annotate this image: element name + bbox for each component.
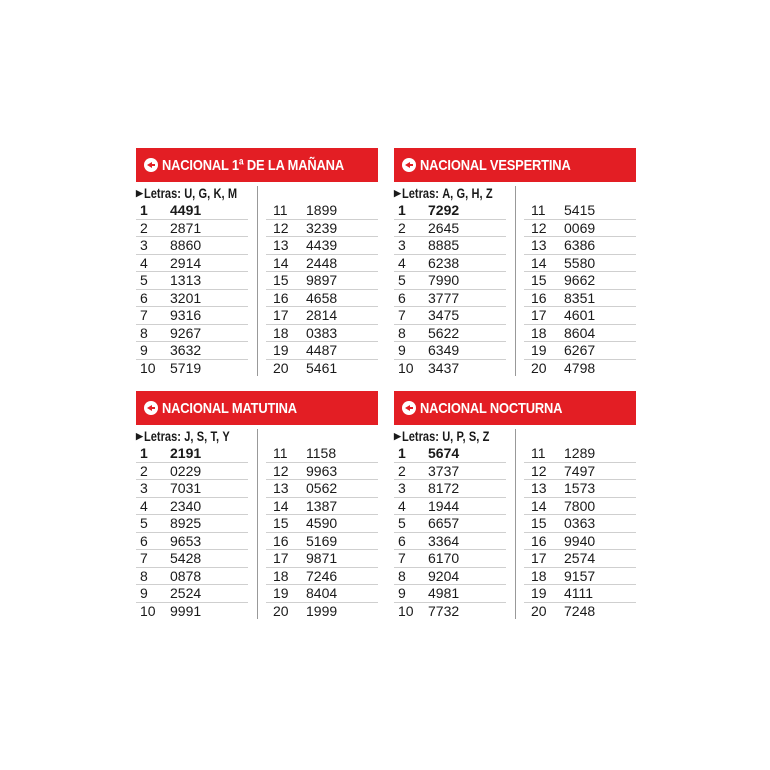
- result-row: [524, 272, 636, 290]
- position-number: 16: [273, 532, 289, 549]
- drawn-number: 9157: [564, 567, 596, 584]
- drawn-number: 6170: [428, 550, 460, 567]
- letra: T,: [210, 429, 220, 444]
- position-number: 20: [531, 603, 547, 620]
- triangle-right-icon: ▶: [394, 431, 401, 441]
- position-number: 17: [273, 550, 289, 567]
- result-row: [266, 360, 378, 378]
- result-row: [266, 603, 378, 621]
- position-number: 1: [398, 202, 406, 219]
- result-row: [136, 463, 248, 481]
- result-row: [524, 515, 636, 533]
- result-row: [136, 220, 248, 238]
- result-row: [136, 498, 248, 516]
- position-number: 15: [531, 272, 547, 289]
- results-panel-nacional-primera-manana: [136, 148, 378, 377]
- result-row: [266, 255, 378, 273]
- column-divider: [515, 186, 516, 376]
- position-number: 7: [140, 307, 148, 324]
- letra: H,: [471, 186, 483, 201]
- position-number: 5: [140, 515, 148, 532]
- column-divider: [515, 429, 516, 619]
- panel-title: NACIONAL 1ª DE LA MAÑANA: [162, 156, 344, 174]
- drawn-number: 2448: [306, 254, 338, 271]
- result-row: [524, 463, 636, 481]
- result-row: [136, 255, 248, 273]
- result-row: [136, 550, 248, 568]
- drawn-number: 9991: [170, 603, 202, 620]
- position-number: 14: [531, 254, 547, 271]
- position-number: 14: [273, 254, 289, 271]
- drawn-number: 9204: [428, 567, 460, 584]
- results-column-right: [524, 445, 636, 620]
- drawn-number: 2524: [170, 585, 202, 602]
- drawn-number: 5674: [428, 445, 460, 462]
- drawn-number: 3364: [428, 532, 460, 549]
- drawn-number: 4658: [306, 289, 338, 306]
- drawn-number: 6238: [428, 254, 460, 271]
- drawn-number: 8925: [170, 515, 202, 532]
- position-number: 4: [140, 254, 148, 271]
- results-column-right: [266, 202, 378, 377]
- position-number: 10: [140, 603, 156, 620]
- position-number: 2: [398, 219, 406, 236]
- result-row: [266, 445, 378, 463]
- result-row: [266, 290, 378, 308]
- position-number: 17: [531, 550, 547, 567]
- drawn-number: 4439: [306, 237, 338, 254]
- drawn-number: 2645: [428, 219, 460, 236]
- result-row: [136, 360, 248, 378]
- position-number: 9: [398, 342, 406, 359]
- result-row: [136, 237, 248, 255]
- drawn-number: 1899: [306, 202, 338, 219]
- position-number: 19: [531, 342, 547, 359]
- result-row: [394, 585, 506, 603]
- result-row: [524, 585, 636, 603]
- column-divider: [257, 186, 258, 376]
- letra: U,: [184, 186, 196, 201]
- result-row: [136, 272, 248, 290]
- drawn-number: 9940: [564, 532, 596, 549]
- position-number: 7: [398, 307, 406, 324]
- letra: G,: [198, 186, 211, 201]
- result-row: [524, 220, 636, 238]
- result-row: [136, 568, 248, 586]
- position-number: 20: [273, 603, 289, 620]
- result-row: [394, 463, 506, 481]
- position-number: 8: [398, 324, 406, 341]
- position-number: 13: [273, 237, 289, 254]
- drawn-number: 9963: [306, 462, 338, 479]
- position-number: 3: [140, 480, 148, 497]
- result-row: [266, 325, 378, 343]
- drawn-number: 5580: [564, 254, 596, 271]
- result-row: [394, 360, 506, 378]
- position-number: 16: [531, 289, 547, 306]
- result-row: [394, 533, 506, 551]
- result-row: [136, 307, 248, 325]
- letras-label: Letras:: [143, 429, 181, 444]
- position-number: 6: [398, 532, 406, 549]
- result-row: [524, 480, 636, 498]
- result-row: [394, 325, 506, 343]
- position-number: 7: [398, 550, 406, 567]
- results-column-left: [136, 445, 248, 620]
- result-row: [394, 550, 506, 568]
- winning-row: [136, 445, 248, 463]
- drawn-number: 0069: [564, 219, 596, 236]
- drawn-number: 6386: [564, 237, 596, 254]
- position-number: 19: [531, 585, 547, 602]
- position-number: 12: [531, 462, 547, 479]
- drawn-number: 4601: [564, 307, 596, 324]
- letra: S,: [468, 429, 480, 444]
- drawn-number: 0383: [306, 324, 338, 341]
- result-row: [394, 498, 506, 516]
- result-row: [394, 220, 506, 238]
- result-row: [524, 342, 636, 360]
- result-row: [524, 445, 636, 463]
- drawn-number: 1158: [306, 445, 337, 462]
- result-row: [136, 533, 248, 551]
- drawn-number: 2574: [564, 550, 596, 567]
- drawn-number: 9653: [170, 532, 202, 549]
- result-row: [524, 237, 636, 255]
- result-row: [266, 498, 378, 516]
- panel-header: [394, 391, 636, 425]
- drawn-number: 7246: [306, 567, 338, 584]
- letra: P,: [456, 429, 466, 444]
- drawn-number: 0229: [170, 462, 202, 479]
- result-row: [266, 342, 378, 360]
- results-panel-nacional-vespertina: [394, 148, 636, 377]
- position-number: 1: [398, 445, 406, 462]
- drawn-number: 8604: [564, 324, 596, 341]
- position-number: 2: [398, 462, 406, 479]
- result-row: [266, 220, 378, 238]
- result-row: [524, 290, 636, 308]
- letras-label: Letras:: [401, 186, 439, 201]
- drawn-number: 7248: [564, 603, 596, 620]
- position-number: 17: [273, 307, 289, 324]
- drawn-number: 3632: [170, 342, 202, 359]
- triangle-right-icon: ▶: [136, 188, 143, 198]
- result-row: [394, 603, 506, 621]
- result-row: [524, 255, 636, 273]
- drawn-number: 2871: [170, 219, 202, 236]
- position-number: 11: [531, 202, 546, 219]
- drawn-number: 7031: [170, 480, 202, 497]
- position-number: 11: [273, 202, 288, 219]
- position-number: 9: [140, 342, 148, 359]
- drawn-number: 3201: [170, 289, 202, 306]
- result-row: [524, 533, 636, 551]
- drawn-number: 7292: [428, 202, 460, 219]
- position-number: 5: [140, 272, 148, 289]
- result-row: [266, 463, 378, 481]
- drawn-number: 2814: [306, 307, 338, 324]
- position-number: 18: [531, 324, 547, 341]
- position-number: 10: [140, 360, 156, 377]
- result-row: [524, 307, 636, 325]
- drawn-number: 8351: [564, 289, 596, 306]
- letras-label: Letras:: [401, 429, 439, 444]
- result-row: [136, 342, 248, 360]
- drawn-number: 1573: [564, 480, 596, 497]
- position-number: 1: [140, 445, 148, 462]
- position-number: 12: [273, 462, 289, 479]
- drawn-number: 0562: [306, 480, 338, 497]
- drawn-number: 4491: [170, 202, 202, 219]
- position-number: 18: [531, 567, 547, 584]
- drawn-number: 1999: [306, 603, 338, 620]
- result-row: [394, 568, 506, 586]
- letra: S,: [196, 429, 208, 444]
- drawn-number: 3475: [428, 307, 460, 324]
- drawn-number: 8860: [170, 237, 202, 254]
- drawn-number: 5169: [306, 532, 338, 549]
- drawn-number: 6267: [564, 342, 596, 359]
- result-row: [524, 498, 636, 516]
- position-number: 20: [273, 360, 289, 377]
- winning-row: [394, 445, 506, 463]
- position-number: 15: [273, 515, 289, 532]
- results-panel-nacional-nocturna: [394, 391, 636, 620]
- result-row: [266, 568, 378, 586]
- arrow-left-circle-icon: [144, 158, 158, 172]
- drawn-number: 9316: [170, 307, 202, 324]
- position-number: 10: [398, 603, 414, 620]
- result-row: [394, 480, 506, 498]
- result-row: [136, 515, 248, 533]
- letras-text: [402, 429, 493, 444]
- letras-label: Letras:: [143, 186, 181, 201]
- panel-title: NACIONAL NOCTURNA: [420, 399, 563, 417]
- position-number: 13: [531, 480, 547, 497]
- drawn-number: 4798: [564, 360, 596, 377]
- position-number: 15: [273, 272, 289, 289]
- drawn-number: 2914: [170, 254, 202, 271]
- position-number: 8: [398, 567, 406, 584]
- result-row: [136, 603, 248, 621]
- result-row: [266, 480, 378, 498]
- panel-header: [136, 148, 378, 182]
- position-number: 2: [140, 462, 148, 479]
- letra: K,: [213, 186, 225, 201]
- result-row: [524, 202, 636, 220]
- arrow-left-circle-icon: [144, 401, 158, 415]
- position-number: 14: [273, 497, 289, 514]
- drawn-number: 0363: [564, 515, 596, 532]
- position-number: 7: [140, 550, 148, 567]
- drawn-number: 6657: [428, 515, 460, 532]
- arrow-left-circle-icon: [402, 158, 416, 172]
- position-number: 2: [140, 219, 148, 236]
- position-number: 12: [531, 219, 547, 236]
- drawn-number: 8172: [428, 480, 460, 497]
- position-number: 3: [140, 237, 148, 254]
- drawn-number: 5461: [306, 360, 338, 377]
- results-column-right: [266, 445, 378, 620]
- drawn-number: 7497: [564, 462, 596, 479]
- position-number: 13: [531, 237, 547, 254]
- position-number: 4: [398, 497, 406, 514]
- position-number: 5: [398, 272, 406, 289]
- drawn-number: 7800: [564, 497, 596, 514]
- winning-row: [136, 202, 248, 220]
- drawn-number: 5428: [170, 550, 202, 567]
- drawn-number: 5622: [428, 324, 460, 341]
- position-number: 20: [531, 360, 547, 377]
- results-column-left: [394, 445, 506, 620]
- letra: A,: [442, 186, 454, 201]
- position-number: 8: [140, 324, 148, 341]
- result-row: [266, 550, 378, 568]
- letras-text: [144, 429, 233, 444]
- letra: Z: [485, 186, 493, 201]
- position-number: 9: [398, 585, 406, 602]
- winning-row: [394, 202, 506, 220]
- result-row: [394, 515, 506, 533]
- result-row: [524, 360, 636, 378]
- drawn-number: 9267: [170, 324, 202, 341]
- drawn-number: 8404: [306, 585, 338, 602]
- results-column-right: [524, 202, 636, 377]
- column-divider: [257, 429, 258, 619]
- position-number: 8: [140, 567, 148, 584]
- drawn-number: 3737: [428, 462, 460, 479]
- drawn-number: 2191: [170, 445, 202, 462]
- result-row: [524, 550, 636, 568]
- position-number: 3: [398, 237, 406, 254]
- result-row: [266, 585, 378, 603]
- triangle-right-icon: ▶: [394, 188, 401, 198]
- result-row: [136, 585, 248, 603]
- result-row: [524, 325, 636, 343]
- letras-text: [402, 186, 496, 201]
- position-number: 11: [273, 445, 288, 462]
- result-row: [266, 272, 378, 290]
- drawn-number: 3239: [306, 219, 338, 236]
- drawn-number: 5719: [170, 360, 202, 377]
- panel-title: NACIONAL VESPERTINA: [420, 156, 571, 174]
- drawn-number: 7990: [428, 272, 460, 289]
- panel-title: NACIONAL MATUTINA: [162, 399, 297, 417]
- position-number: 6: [398, 289, 406, 306]
- drawn-number: 1387: [306, 497, 338, 514]
- arrow-left-circle-icon: [402, 401, 416, 415]
- result-row: [394, 255, 506, 273]
- drawn-number: 0878: [170, 567, 202, 584]
- triangle-right-icon: ▶: [136, 431, 143, 441]
- result-row: [136, 290, 248, 308]
- position-number: 1: [140, 202, 148, 219]
- letra: J,: [184, 429, 194, 444]
- position-number: 6: [140, 532, 148, 549]
- result-row: [266, 533, 378, 551]
- drawn-number: 3777: [428, 289, 460, 306]
- drawn-number: 7732: [428, 603, 460, 620]
- letras-text: [144, 186, 240, 201]
- position-number: 17: [531, 307, 547, 324]
- drawn-number: 1944: [428, 497, 460, 514]
- letra: G,: [456, 186, 469, 201]
- position-number: 14: [531, 497, 547, 514]
- letra: M: [227, 186, 238, 201]
- results-column-left: [394, 202, 506, 377]
- drawn-number: 9871: [306, 550, 338, 567]
- drawn-number: 4111: [564, 585, 594, 602]
- position-number: 19: [273, 342, 289, 359]
- drawn-number: 8885: [428, 237, 460, 254]
- letra: U,: [442, 429, 454, 444]
- position-number: 16: [531, 532, 547, 549]
- result-row: [394, 290, 506, 308]
- results-panel-nacional-matutina: [136, 391, 378, 620]
- letra: Y: [222, 429, 230, 444]
- drawn-number: 3437: [428, 360, 460, 377]
- drawn-number: 9897: [306, 272, 338, 289]
- drawn-number: 9662: [564, 272, 596, 289]
- position-number: 9: [140, 585, 148, 602]
- result-row: [394, 272, 506, 290]
- result-row: [394, 307, 506, 325]
- drawn-number: 2340: [170, 497, 202, 514]
- position-number: 19: [273, 585, 289, 602]
- drawn-number: 4487: [306, 342, 338, 359]
- drawn-number: 1289: [564, 445, 596, 462]
- result-row: [524, 603, 636, 621]
- position-number: 11: [531, 445, 546, 462]
- drawn-number: 4590: [306, 515, 338, 532]
- panel-header: [394, 148, 636, 182]
- result-row: [394, 237, 506, 255]
- result-row: [266, 202, 378, 220]
- result-row: [524, 568, 636, 586]
- position-number: 13: [273, 480, 289, 497]
- position-number: 15: [531, 515, 547, 532]
- drawn-number: 4981: [428, 585, 460, 602]
- position-number: 4: [140, 497, 148, 514]
- panel-header: [136, 391, 378, 425]
- result-row: [136, 480, 248, 498]
- position-number: 6: [140, 289, 148, 306]
- result-row: [394, 342, 506, 360]
- position-number: 5: [398, 515, 406, 532]
- position-number: 18: [273, 324, 289, 341]
- results-column-left: [136, 202, 248, 377]
- position-number: 4: [398, 254, 406, 271]
- position-number: 16: [273, 289, 289, 306]
- letra: Z: [482, 429, 490, 444]
- result-row: [266, 515, 378, 533]
- position-number: 3: [398, 480, 406, 497]
- drawn-number: 1313: [170, 272, 202, 289]
- result-row: [266, 237, 378, 255]
- position-number: 12: [273, 219, 289, 236]
- result-row: [266, 307, 378, 325]
- drawn-number: 6349: [428, 342, 460, 359]
- position-number: 10: [398, 360, 414, 377]
- position-number: 18: [273, 567, 289, 584]
- drawn-number: 5415: [564, 202, 596, 219]
- result-row: [136, 325, 248, 343]
